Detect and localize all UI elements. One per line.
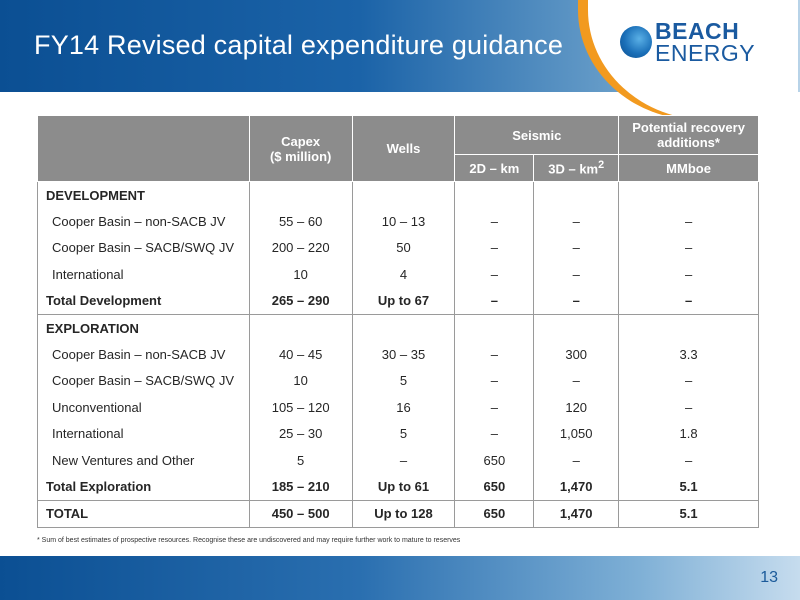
header-mmboe: MMboe [619, 155, 759, 182]
table-row [38, 208, 759, 234]
cell-wells: 4 [352, 261, 455, 287]
cell-s2d: – [455, 368, 534, 394]
table-row [38, 314, 759, 341]
footer-band [0, 556, 800, 600]
cell-s3d: – [534, 368, 619, 394]
cell-capex: 10 [249, 368, 352, 394]
table-row [38, 447, 759, 473]
cell-s2d: – [455, 394, 534, 420]
cell-capex: 450 – 500 [249, 500, 352, 527]
cell-wells: Up to 61 [352, 473, 455, 500]
table-row [38, 394, 759, 420]
cell-s2d [455, 314, 534, 341]
table-row [38, 261, 759, 287]
cell-capex: 105 – 120 [249, 394, 352, 420]
cell-recovery: 1.8 [619, 421, 759, 447]
cell-recovery: – [619, 368, 759, 394]
cell-wells: – [352, 447, 455, 473]
table-row [38, 182, 759, 209]
row-label: Cooper Basin – SACB/SWQ JV [38, 235, 250, 261]
header-seismic: Seismic [455, 116, 619, 155]
cell-capex: 265 – 290 [249, 288, 352, 315]
header-capex: Capex ($ million) [249, 116, 352, 182]
row-label: Total Development [38, 288, 250, 315]
logo-text-beach: BEACH [655, 18, 740, 44]
globe-logo-icon [620, 26, 652, 58]
cell-s2d [455, 182, 534, 209]
cell-capex: 185 – 210 [249, 473, 352, 500]
cell-s3d: 1,050 [534, 421, 619, 447]
footnote: * Sum of best estimates of prospective resources. Recognise these are undiscovered and may require further work to mature to reserves [37, 537, 461, 544]
cell-s2d: – [455, 261, 534, 287]
cell-capex: 40 – 45 [249, 341, 352, 367]
cell-recovery: – [619, 394, 759, 420]
cell-s3d: – [534, 261, 619, 287]
header-seismic-3d: $3D - km^2$ [534, 155, 619, 182]
cell-wells [352, 314, 455, 341]
row-label: DEVELOPMENT [38, 182, 250, 209]
cell-s2d: – [455, 341, 534, 367]
table-row [38, 368, 759, 394]
cell-recovery: – [619, 261, 759, 287]
cell-recovery: 5.1 [619, 473, 759, 500]
cell-wells: 16 [352, 394, 455, 420]
row-label: International [38, 421, 250, 447]
cell-s2d: – [455, 288, 534, 315]
cell-s2d: 650 [455, 500, 534, 527]
row-label: Unconventional [38, 394, 250, 420]
page-number: 13 [760, 569, 778, 586]
cell-capex: 25 – 30 [249, 421, 352, 447]
row-label: Cooper Basin – non-SACB JV [38, 208, 250, 234]
row-label: TOTAL [38, 500, 250, 527]
header-wells: Wells [352, 116, 455, 182]
cell-s3d: 1,470 [534, 473, 619, 500]
cell-s2d: 650 [455, 473, 534, 500]
cell-s3d: – [534, 447, 619, 473]
cell-recovery: – [619, 208, 759, 234]
cell-wells: 30 – 35 [352, 341, 455, 367]
cell-wells: 10 – 13 [352, 208, 455, 234]
row-label: International [38, 261, 250, 287]
cell-recovery: – [619, 235, 759, 261]
cell-wells: 5 [352, 421, 455, 447]
header-seismic-2d: 2D – km [455, 155, 534, 182]
cell-recovery: – [619, 288, 759, 315]
cell-recovery: – [619, 447, 759, 473]
row-label: Total Exploration [38, 473, 250, 500]
cell-s2d: 650 [455, 447, 534, 473]
cell-s3d: 300 [534, 341, 619, 367]
cell-recovery: 5.1 [619, 500, 759, 527]
cell-s3d: – [534, 288, 619, 315]
cell-s3d: – [534, 235, 619, 261]
cell-wells: Up to 67 [352, 288, 455, 315]
cell-s2d: – [455, 235, 534, 261]
table-row [38, 500, 759, 527]
cell-s3d: 1,470 [534, 500, 619, 527]
table-row [38, 288, 759, 315]
table-row [38, 235, 759, 261]
cell-s2d: – [455, 208, 534, 234]
cell-capex: 55 – 60 [249, 208, 352, 234]
cell-capex [249, 314, 352, 341]
cell-recovery: 3.3 [619, 341, 759, 367]
cell-capex [249, 182, 352, 209]
table-row [38, 421, 759, 447]
cell-capex: 200 – 220 [249, 235, 352, 261]
row-label: Cooper Basin – non-SACB JV [38, 341, 250, 367]
table-row [38, 341, 759, 367]
cell-wells: 50 [352, 235, 455, 261]
cell-capex: 5 [249, 447, 352, 473]
cell-recovery [619, 314, 759, 341]
cell-recovery [619, 182, 759, 209]
row-label: Cooper Basin – SACB/SWQ JV [38, 368, 250, 394]
header-empty [38, 116, 250, 182]
table-row [38, 473, 759, 500]
cell-wells [352, 182, 455, 209]
cell-s2d: – [455, 421, 534, 447]
cell-s3d: 120 [534, 394, 619, 420]
header-recovery: Potential recovery additions* [619, 116, 759, 155]
logo-text-energy: ENERGY [655, 40, 756, 66]
slide-title: FY14 Revised capital expenditure guidance [34, 30, 564, 60]
cell-s3d [534, 182, 619, 209]
cell-wells: Up to 128 [352, 500, 455, 527]
capex-guidance-table [37, 115, 759, 528]
cell-capex: 10 [249, 261, 352, 287]
row-label: New Ventures and Other [38, 447, 250, 473]
cell-wells: 5 [352, 368, 455, 394]
row-label: EXPLORATION [38, 314, 250, 341]
cell-s3d [534, 314, 619, 341]
cell-s3d: – [534, 208, 619, 234]
